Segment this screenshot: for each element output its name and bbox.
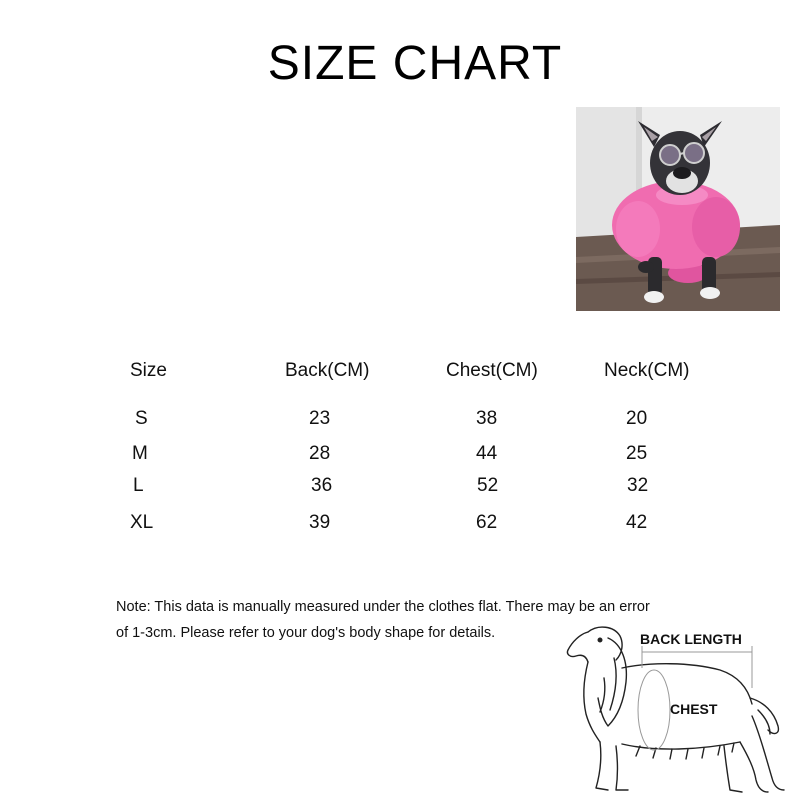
dog-photo (576, 107, 780, 311)
cell-back: 28 (309, 443, 331, 464)
cell-back: 36 (311, 475, 333, 496)
header-chest: Chest(CM) (446, 360, 538, 381)
cell-back: 39 (309, 512, 331, 533)
cell-neck: 20 (626, 408, 648, 429)
header-neck: Neck(CM) (604, 360, 690, 381)
measurement-note: Note: This data is manually measured under the clothes flat. There may be an error of 1-3cm. Please refer to your dog's body shape for details. (116, 599, 650, 641)
cell-chest: 38 (476, 408, 498, 429)
header-size: Size (130, 360, 167, 381)
cell-chest: 52 (477, 475, 499, 496)
cell-neck: 42 (626, 512, 648, 533)
cell-neck: 25 (626, 443, 648, 464)
cell-chest: 62 (476, 512, 498, 533)
cell-back: 23 (309, 408, 331, 429)
header-back: Back(CM) (285, 360, 370, 381)
page-title: SIZE CHART (267, 37, 563, 90)
cell-size: XL (130, 512, 154, 533)
measurement-diagram (560, 618, 790, 800)
back-length-label: BACK LENGTH (640, 631, 742, 647)
cell-size: L (133, 475, 144, 496)
chest-label: CHEST (670, 701, 718, 717)
cell-neck: 32 (627, 475, 649, 496)
cell-size: S (135, 408, 148, 429)
cell-chest: 44 (476, 443, 498, 464)
cell-size: M (132, 443, 148, 464)
